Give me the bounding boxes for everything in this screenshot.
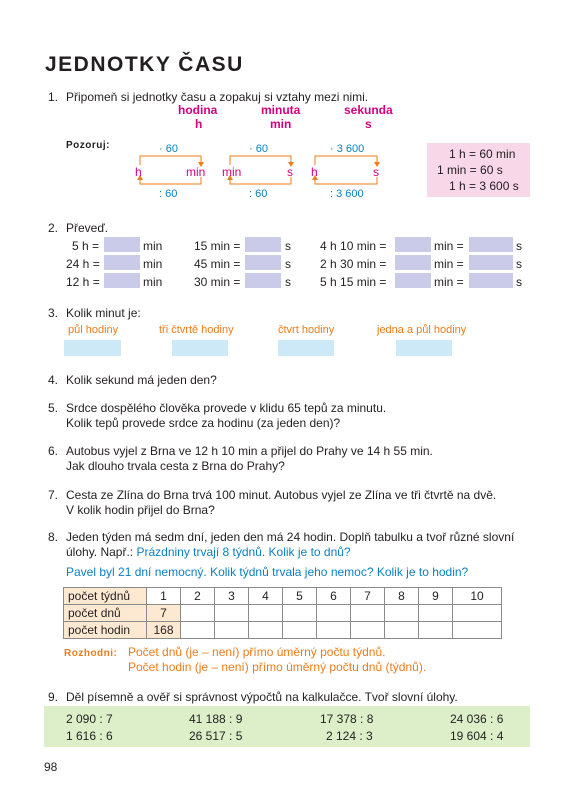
ex9-number: 9. (48, 690, 59, 704)
table-cell: 4 (249, 588, 283, 605)
ex6-line2: Jak dlouho trvala cesta z Brna do Prahy? (66, 459, 285, 473)
ex2-c1-r1-label: 5 h = (72, 239, 100, 253)
ex8-example-1: Prázdniny trvají 8 týdnů. Kolik je to dnů? (136, 545, 351, 559)
conv3-div: : 3 600 (330, 188, 364, 200)
row-label-hours: počet hodin (64, 622, 147, 639)
ex8-line2-prefix: úlohy. Např.: (66, 545, 137, 559)
conv3-mul: · 3 600 (330, 143, 365, 155)
table-cell[interactable] (215, 622, 249, 639)
ex2-c3-r3-mid: min = (434, 275, 464, 289)
conv1-div: : 60 (159, 188, 178, 200)
conv2-from: min (222, 165, 242, 179)
ex3-answer-2[interactable] (172, 340, 228, 356)
ex2-c3-r1-mid: min = (434, 239, 464, 253)
table-cell[interactable] (351, 622, 385, 639)
conv1-from: h (135, 165, 142, 179)
ex2-c1-r1-answer[interactable] (104, 237, 140, 252)
ex4-number: 4. (48, 373, 59, 387)
ex2-c1-r3-label: 12 h = (66, 275, 100, 289)
div-r2-1: 1 616 : 6 (66, 729, 113, 743)
ex4-text: Kolik sekund má jeden den? (66, 373, 217, 387)
weeks-table (63, 587, 502, 639)
ex8-line1: Jeden týden má sedm dní, jeden den má 24 hodin. Doplň tabulku a tvoř různé slovní (66, 530, 515, 544)
ex5-line1: Srdce dospělého člověka provede v klidu 65 tepů za minutu. (66, 401, 387, 415)
div-r2-2: 26 517 : 5 (189, 729, 243, 743)
table-row (64, 605, 502, 622)
ex2-text: Převeď. (66, 221, 109, 235)
ex1-text: Připomeň si jednotky času a zopakuj si vztahy mezi nimi. (66, 90, 369, 104)
table-cell: 7 (147, 605, 181, 622)
div-r1-3: 17 378 : 8 (320, 712, 374, 726)
conv2-div: : 60 (249, 188, 268, 200)
conv3-to: s (373, 165, 379, 179)
decide-2: Počet hodin (je – není) přímo úměrný počtu dnů (týdnů). (128, 660, 427, 674)
ex2-c1-r1-unit: min (143, 239, 163, 253)
ex3-text: Kolik minut je: (66, 306, 141, 320)
ex3-answer-1[interactable] (64, 340, 121, 356)
ex3-answer-3[interactable] (278, 340, 334, 356)
pozoruj-label: Pozoruj: (66, 140, 110, 151)
row-label-days: počet dnů (64, 605, 147, 622)
unit-minuta: minuta (261, 103, 301, 117)
table-cell: 10 (453, 588, 502, 605)
ex3-number: 3. (48, 306, 59, 320)
ex2-c2-r3-unit: s (285, 275, 291, 289)
ex2-c3-r3-answer-min[interactable] (395, 273, 431, 288)
table-cell[interactable] (215, 605, 249, 622)
table-cell[interactable] (351, 605, 385, 622)
table-cell[interactable] (419, 622, 453, 639)
table-cell: 2 (181, 588, 215, 605)
ex2-c3-r3-unit: s (516, 275, 522, 289)
unit-sekunda: sekunda (344, 103, 393, 117)
table-cell[interactable] (317, 622, 351, 639)
decide-1: Počet dnů (je – není) přímo úměrný počtu týdnů. (128, 645, 386, 659)
table-cell[interactable] (453, 605, 502, 622)
ex2-c3-r1-answer-min[interactable] (395, 237, 431, 252)
table-cell[interactable] (283, 605, 317, 622)
conv1-to: min (186, 165, 206, 179)
ex2-c1-r2-answer[interactable] (104, 255, 140, 270)
div-r2-3: 2 124 : 3 (326, 729, 373, 743)
conv1-mul: · 60 (159, 143, 178, 155)
table-cell: 168 (147, 622, 181, 639)
div-r2-4: 19 604 : 4 (450, 729, 504, 743)
table-cell[interactable] (385, 622, 419, 639)
unit-h: h (195, 117, 203, 131)
row-label-weeks: počet týdnů (64, 588, 147, 605)
div-r1-4: 24 036 : 6 (450, 712, 504, 726)
ex3-item-1: půl hodiny (68, 324, 119, 336)
ex2-c2-r1-label: 15 min = (194, 239, 241, 253)
conv2-mul: · 60 (249, 143, 268, 155)
ex2-c3-r2-answer-min[interactable] (395, 255, 431, 270)
conv3-from: h (311, 165, 318, 179)
unit-hodina: hodina (178, 103, 218, 117)
ex1-number: 1. (48, 90, 59, 104)
ex2-c2-r2-label: 45 min = (194, 257, 241, 271)
ex6-line1: Autobus vyjel z Brna ve 12 h 10 min a přijel do Prahy ve 14 h 55 min. (66, 444, 433, 458)
table-row (64, 622, 502, 639)
ex5-line2: Kolik tepů provede srdce za hodinu (za jeden den)? (66, 416, 341, 430)
ex2-c3-r2-label: 2 h 30 min = (320, 257, 387, 271)
ex2-c1-r2-unit: min (143, 257, 163, 271)
page-number: 98 (44, 760, 58, 774)
table-cell[interactable] (385, 605, 419, 622)
ex3-item-4: jedna a půl hodiny (377, 324, 467, 336)
table-cell[interactable] (419, 605, 453, 622)
ex6-number: 6. (48, 444, 59, 458)
ex7-number: 7. (48, 488, 59, 502)
table-cell: 7 (351, 588, 385, 605)
ex7-line2: V kolik hodin přijel do Brna? (66, 503, 215, 517)
ex3-item-2: tři čtvrtě hodiny (159, 324, 234, 336)
ex8-example-2: Pavel byl 21 dní nemocný. Kolik týdnů trvala jeho nemoc? Kolik je to hodin? (66, 565, 469, 579)
ex2-c2-r3-answer[interactable] (245, 273, 281, 288)
ex2-number: 2. (48, 221, 59, 235)
ex8-line2 (66, 545, 351, 559)
ex2-c3-r1-label: 4 h 10 min = (320, 239, 387, 253)
conv2-to: s (287, 165, 293, 179)
fact-1: 1 h = 60 min (449, 147, 516, 161)
ex2-c1-r3-unit: min (143, 275, 163, 289)
table-cell: 8 (385, 588, 419, 605)
table-cell: 9 (419, 588, 453, 605)
table-cell[interactable] (249, 605, 283, 622)
table-cell[interactable] (249, 622, 283, 639)
ex8-number: 8. (48, 530, 59, 544)
ex2-c3-r2-answer-s[interactable] (469, 255, 513, 270)
table-cell[interactable] (317, 605, 351, 622)
ex2-c2-r1-unit: s (285, 239, 291, 253)
table-cell: 5 (283, 588, 317, 605)
table-cell: 1 (147, 588, 181, 605)
table-cell[interactable] (181, 622, 215, 639)
ex2-c3-r3-answer-s[interactable] (469, 273, 513, 288)
ex2-c3-r2-mid: min = (434, 257, 464, 271)
page-title: JEDNOTKY ČASU (45, 53, 244, 76)
div-r1-2: 41 188 : 9 (189, 712, 243, 726)
ex2-c2-r2-answer[interactable] (245, 255, 281, 270)
fact-3: 1 h = 3 600 s (449, 179, 519, 193)
ex2-c3-r3-label: 5 h 15 min = (320, 275, 387, 289)
table-cell: 3 (215, 588, 249, 605)
rozhodni-label: Rozhodni: (64, 648, 118, 659)
table-row (64, 588, 502, 605)
ex2-c1-r2-label: 24 h = (66, 257, 100, 271)
ex2-c3-r1-answer-s[interactable] (469, 237, 513, 252)
table-cell[interactable] (283, 622, 317, 639)
ex2-c1-r3-answer[interactable] (104, 273, 140, 288)
ex2-c2-r3-label: 30 min = (194, 275, 241, 289)
ex9-text: Děl písemně a ověř si správnost výpočtů na kalkulačce. Tvoř slovní úlohy. (66, 690, 458, 704)
ex2-c3-r1-unit: s (516, 239, 522, 253)
unit-min: min (270, 117, 292, 131)
table-cell[interactable] (453, 622, 502, 639)
ex7-line1: Cesta ze Zlína do Brna trvá 100 minut. Autobus vyjel ze Zlína ve tři čtvrtě na dvě. (66, 488, 497, 502)
ex2-c3-r2-unit: s (516, 257, 522, 271)
table-cell[interactable] (181, 605, 215, 622)
fact-2: 1 min = 60 s (437, 163, 503, 177)
ex2-c2-r2-unit: s (285, 257, 291, 271)
ex5-number: 5. (48, 401, 59, 415)
unit-s: s (365, 117, 372, 131)
ex2-c2-r1-answer[interactable] (245, 237, 281, 252)
table-cell: 6 (317, 588, 351, 605)
ex3-answer-4[interactable] (396, 340, 452, 356)
div-r1-1: 2 090 : 7 (66, 712, 113, 726)
ex3-item-3: čtvrt hodiny (278, 324, 335, 336)
